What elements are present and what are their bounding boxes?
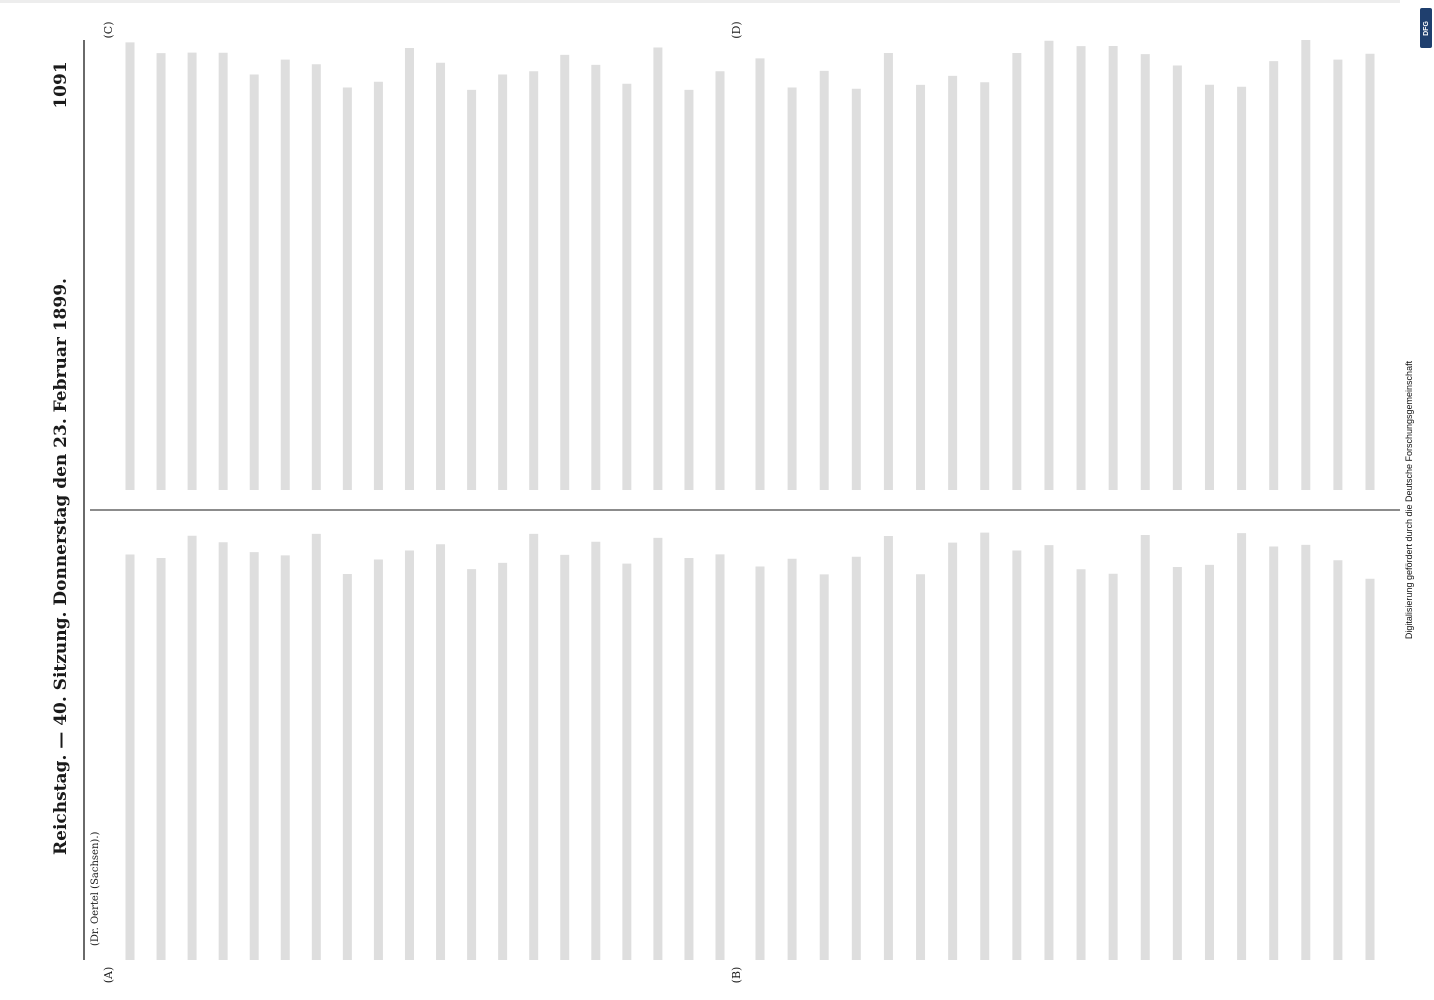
digitization-credit: Digitalisierung gefördert durch die Deutsche Forschungsgemeinschaft [1404, 360, 1414, 640]
dfg-logo: DFG [1420, 8, 1432, 48]
margin-mark-d: (D) [730, 21, 743, 39]
right-column-b [760, 40, 1370, 490]
margin-mark-c: (C) [102, 21, 115, 39]
margin-mark-b: (B) [730, 966, 743, 984]
left-column-a [130, 534, 720, 960]
right-column-a [130, 42, 720, 490]
right-page-number: 1091 [51, 61, 71, 109]
left-speaker-head: (Dr. Oertel (Sachsen).) [90, 831, 101, 946]
margin-mark-a: (A) [102, 966, 115, 984]
top-page-edge [0, 0, 1400, 3]
right-page [51, 21, 1370, 490]
left-page-running-head: Reichstag. — 40. Sitzung. Donnerstag den 23. Februar 1899. [51, 278, 71, 855]
left-column-b [760, 533, 1370, 960]
top-page [0, 0, 1400, 3]
